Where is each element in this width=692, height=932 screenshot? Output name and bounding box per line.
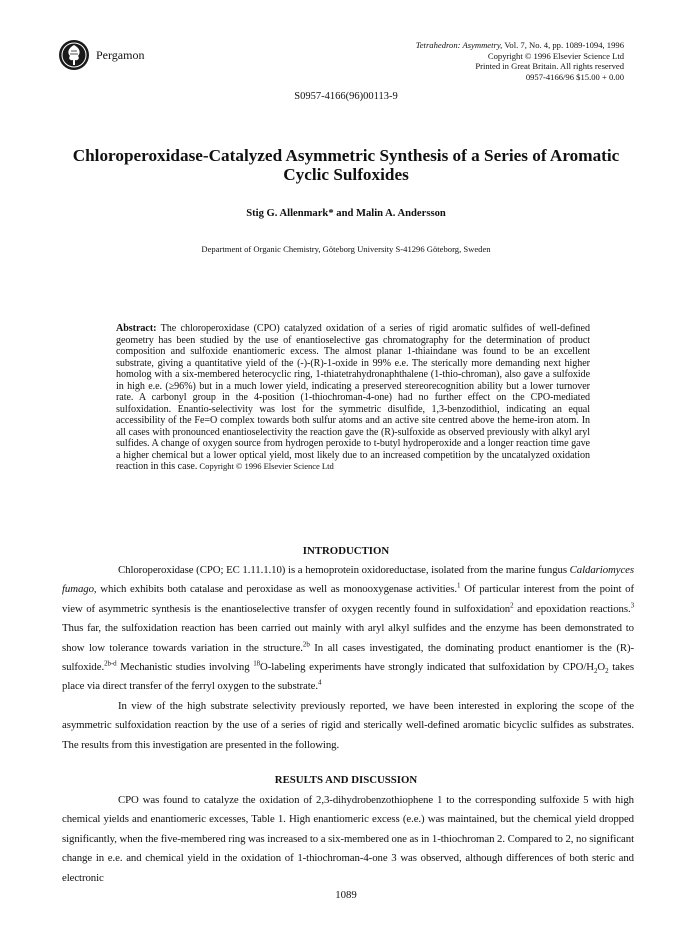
reference-marker: 2 [510,601,514,610]
introduction-paragraph-1 [62,561,634,697]
introduction-heading: INTRODUCTION [302,545,390,557]
abstract-text: The chloroperoxidase (CPO) catalyzed oxidation of a series of rigid aromatic sulfides of well-defined geometry has been studied by the use of enantioselective gas chromatography for the determination of product composition and sulfoxide enantiomeric excess. The almost planar 1-thiaindane was found to be an excellent substrate, giving a quantitative yield of the (-)-(R)-1-oxide in 99% e.e. The sterically more demanding next higher homolog with a six-membered heterocyclic ring, 1-thiatetrahydronaphthalene (1-thio-chroman), also gave a sulfoxide in high e.e. (≥96%) but in a much lower yield, indicating a preserved stereorecognition ability but a lower turnover rate. A carbonyl group in the 4-position (1-thiochroman-4-one) had no further effect on the CPO-mediated sulfoxidation. Enantio-selectivity was lost for the symmetric disulfide, 1,3-benzodithiol, indicating an equal accessibility of the Fe=O complex towards both sulfur atoms and an active site centred above the heme-iron atom. In all cases with pronounced enantioselectivity the reaction gave the (R)-sulfoxide as observed previously with alkyl aryl sulfides. A change of oxygen source from hydrogen peroxide to t-butyl hydroperoxide and a longer reaction time gave a higher chemical but a lower optical yield, most likely due to an increased competition by the uncatalyzed oxidation reaction in this case. [116,323,590,472]
species-name: Caldariomyces fumago [62,564,634,596]
abstract [116,323,590,473]
journal-volume: Vol. 7, No. 4, pp. 1089-1094, 1996 [502,40,624,50]
journal-name: Tetrahedron: Asymmetry, [415,40,503,50]
reference-marker: 2b [302,640,310,649]
reference-marker: 4 [318,678,322,687]
doi: S0957-4166(96)00113-9 [294,91,398,102]
publisher-name: Pergamon [96,48,145,62]
text-run: Of particular interest from the point of view of asymmetric synthesis is the enantioselective transfer of oxygen recently found in sulfoxidation [62,583,634,615]
reference-marker: 1 [457,581,461,590]
text-run: In all cases investigated, the dominating product enantiomer is the (R)-sulfoxide. [62,641,634,674]
elsevier-tree-icon [58,39,90,71]
affiliation: Department of Organic Chemistry, Göteborg University S-41296 Göteborg, Sweden [201,244,491,254]
subscript: 2 [605,667,609,676]
page-number: 1089 [335,889,357,901]
results-heading: RESULTS AND DISCUSSION [274,774,418,786]
journal-info [416,40,624,82]
text-run: Thus far, the sulfoxidation reaction has been carried out mainly with aryl alkyl sulfides and the enzyme has been demonstrated to show low tolerance towards variation in the structure. [62,622,634,654]
journal-copyright: Copyright © 1996 Elsevier Science Ltd [487,50,624,61]
text-run: and epoxidation reactions. [513,602,631,615]
journal-citation [416,40,624,51]
introduction-paragraph-2: In view of the high substrate selectivity previously reported, we have been interested in exploring the scope of the asymmetric sulfoxidation reaction by the use of a series of rigid and sterically well-defined aromatic bicyclic sulfides as substrates. The results from this investigation are presented in the following. [62,700,634,751]
abstract-copyright: Copyright © 1996 Elsevier Science Ltd [197,461,334,471]
authors: Stig G. Allenmark* and Malin A. Andersson [246,208,446,219]
text-run: Chloroperoxidase (CPO; EC 1.11.1.10) is a hemoprotein oxidoreductase, isolated from the marine fungus [118,564,570,576]
subscript: 2 [594,667,598,676]
reference-marker: 3 [630,601,634,610]
text-run: Mechanistic studies involving [116,661,254,674]
text-run: , which exhibits both catalase and peroxidase as well as monooxygenase activities. [93,583,458,596]
journal-printed: Printed in Great Britain. All rights reserved [475,61,624,72]
paper-title: Chloroperoxidase-Catalyzed Asymmetric Synthesis of a Series of Aromatic Cyclic Sulfoxides [72,146,620,184]
reference-marker: 2b-d [104,659,117,668]
text-run: O-labeling experiments have strongly indicated that sulfoxidation by CPO/H [260,661,594,674]
isotope-marker: 18 [253,659,261,668]
abstract-label: Abstract: [116,323,157,334]
text-run: takes place via direct transfer of the ferryl oxygen to the substrate. [62,661,634,693]
text-run: O [597,661,606,674]
results-paragraph-1: CPO was found to catalyze the oxidation of 2,3-dihydrobenzothiophene 1 to the corresponding sulfoxide 5 with high chemical yields and enantiomeric excesses, Table 1. High enantiomeric excess (e.e.) was maintained, but the chemical yield dropped significantly, when the five-membered ring was increased to a six-membered one as in 1-thiochroman 2. Compared to 2, no significant change in e.e. and chemical yield in the oxidation of 1-thiochroman-4-one 3 was observed, although differences of both steric and electronic [62,794,634,884]
journal-price: 0957-4166/96 $15.00 + 0.00 [525,71,624,82]
